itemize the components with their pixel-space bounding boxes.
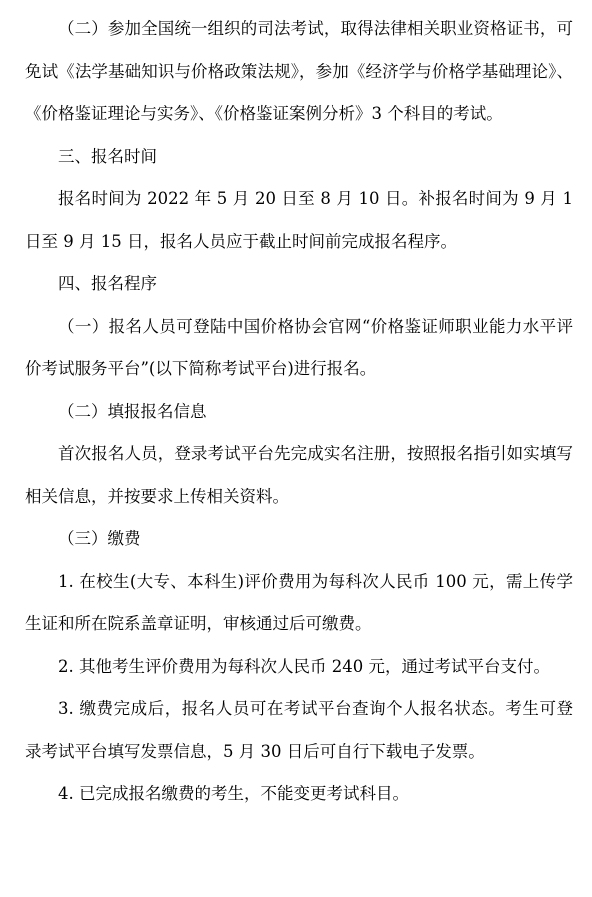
document-body xyxy=(25,8,573,816)
subheading-payment: （三）缴费 xyxy=(58,529,141,548)
paragraph-payment-no-change: 4. 已完成报名缴费的考生，不能变更考试科目。 xyxy=(58,784,409,803)
paragraph-payment-others: 2. 其他考生评价费用为每科次人民币 240 元，通过考试平台支付。 xyxy=(58,656,550,676)
section-heading-registration-time: 三、报名时间 xyxy=(58,146,157,166)
paragraph-exemption-judicial: （二）参加全国统一组织的司法考试，取得法律相关职业资格证书，可免试《法学基础知识与价格政策法规》，参加《经济学与价格学基础理论》、《价格鉴证理论与实务》、《价格鉴证案例分析》3 个科目的考试。 xyxy=(25,19,573,123)
paragraph-payment-students: 1. 在校生(大专、本科生)评价费用为每科次人民币 100 元，需上传学生证和所在院系盖章证明，审核通过后可缴费。 xyxy=(25,571,573,633)
subheading-fill-info: （二）填报报名信息 xyxy=(58,401,207,421)
paragraph-payment-invoice: 3. 缴费完成后，报名人员可在考试平台查询个人报名状态。考生可登录考试平台填写发票信息，5 月 30 日后可自行下载电子发票。 xyxy=(25,699,573,761)
section-heading-registration-procedure: 四、报名程序 xyxy=(58,274,157,293)
paragraph-registration-time: 报名时间为 2022 年 5 月 20 日至 8 月 10 日。补报名时间为 9 月 1 日至 9 月 15 日，报名人员应于截止时间前完成报名程序。 xyxy=(25,189,573,251)
paragraph-fill-info: 首次报名人员，登录考试平台先完成实名注册，按照报名指引如实填写相关信息，并按要求上传相关资料。 xyxy=(25,444,573,506)
paragraph-registration-platform: （一）报名人员可登陆中国价格协会官网“价格鉴证师职业能力水平评价考试服务平台”(以下简称考试平台)进行报名。 xyxy=(25,316,573,378)
